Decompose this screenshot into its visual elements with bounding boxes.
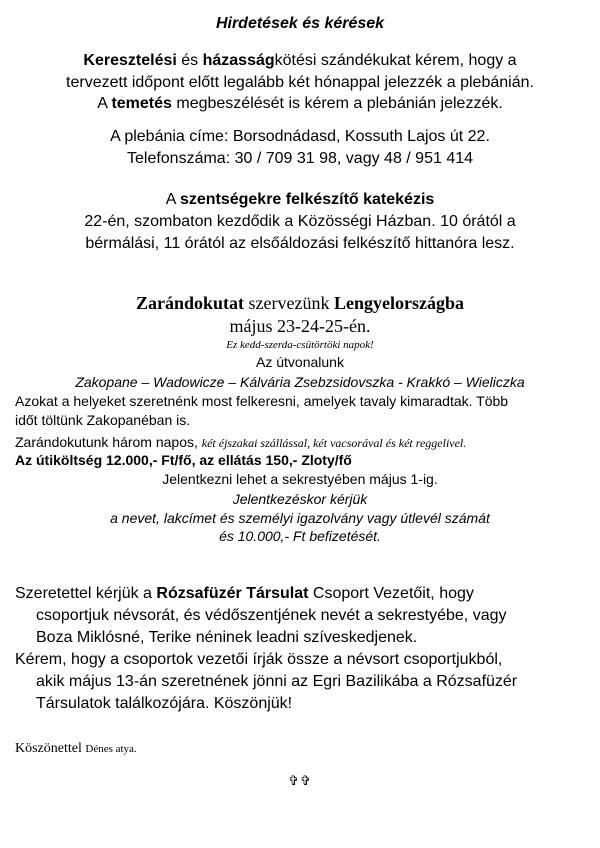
pilgrimage-desc-2: időt töltünk Zakopanéban is.	[15, 412, 191, 428]
pilgrimage-dates: május 23-24-25-én.	[229, 316, 371, 336]
double-cross-icon: ✞✞	[288, 773, 312, 788]
parish-address: A plebánia címe: Borsodnádasd, Kossuth Lajos út 22.	[110, 128, 490, 145]
baptism-marriage-line-1: Keresztelési és házasságkötési szándékukat kérem, hogy a	[83, 52, 517, 69]
catechesis-line-1: 22-én, szombaton kezdődik a Közösségi Házban. 10 órától a	[84, 213, 516, 230]
rosary-line-4: Kérem, hogy a csoportok vezetői írják össze a névsort csoportjukból,	[15, 651, 503, 668]
rosary-line-2: csoportjuk névsorát, és védőszentjének nevét a sekrestyébe, vagy	[36, 607, 507, 624]
apply-deadline: Jelentkezni lehet a sekrestyében május 1-ig.	[162, 471, 438, 487]
catechesis-title: A szentségekre felkészítő katekézis	[165, 191, 435, 208]
rosary-line-5: akik május 13-án szeretnének jönni az Egri Bazilikába a Rózsafüzér	[36, 673, 518, 690]
route: Zakopane – Wadowicze – Kálvária Zsebzsidovszka - Krakkó – Wieliczka	[75, 374, 525, 390]
rosary-line-3: Boza Miklósné, Terike néninek leadni szíveskedjenek.	[36, 629, 418, 646]
pilgrimage-title: Zarándokutat szervezünk Lengyelországba	[136, 293, 464, 313]
apply-fee: és 10.000,- Ft befizetését.	[219, 528, 381, 544]
route-label: Az útvonalunk	[256, 354, 344, 370]
catechesis-line-2: bérmálási, 11 órától az elsőáldozási felkészítő hittanóra lesz.	[85, 235, 515, 252]
pilgrimage-cost: Az útiköltség 12.000,- Ft/fő, az ellátás 150,- Zloty/fő	[15, 452, 352, 468]
closing-signature: Köszönettel Dénes atya.	[15, 741, 137, 756]
baptism-marriage-line-2: tervezett időpont előtt legalább két hónappal jelezzék a plebánián.	[66, 74, 534, 91]
parish-phone: Telefonszáma: 30 / 709 31 98, vagy 48 / 951 414	[126, 150, 474, 167]
rosary-line-1: Szeretettel kérjük a Rózsafüzér Társulat Csoport Vezetőit, hogy	[15, 585, 474, 602]
pilgrimage-days-note: Ez kedd-szerda-csütörtöki napok!	[226, 339, 374, 351]
apply-documents: a nevet, lakcímet és személyi igazolvány vagy útlevél számát	[110, 510, 490, 526]
pilgrimage-duration: Zarándokutunk három napos, két éjszakai szállással, két vacsorával és két reggelivel.	[15, 434, 467, 450]
pilgrimage-desc-1: Azokat a helyeket szeretnénk most felkeresni, amelyek tavaly kimaradtak. Több	[15, 393, 509, 409]
funeral-line: A temetés megbeszélését is kérem a plebánián jelezzék.	[97, 95, 503, 112]
page-title: Hirdetések és kérések	[215, 15, 385, 32]
apply-request: Jelentkezéskor kérjük	[232, 491, 368, 507]
rosary-line-6: Társulatok találkozójára. Köszönjük!	[36, 695, 293, 712]
